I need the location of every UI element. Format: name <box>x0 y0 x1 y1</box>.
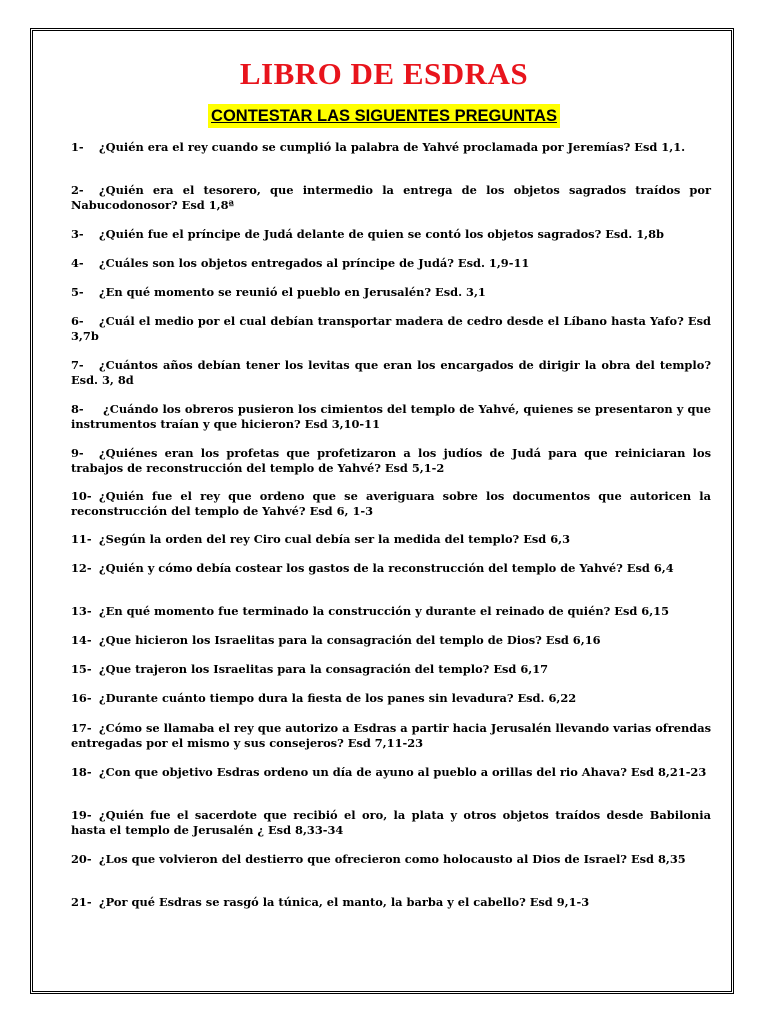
question-number: 1- <box>71 140 84 154</box>
question-text: ¿Quién era el rey cuando se cumplió la palabra de Yahvé proclamada por Jeremías? Esd 1,1. <box>99 140 686 154</box>
question-item <box>71 285 711 300</box>
question-number: 17- <box>71 721 92 735</box>
question-number: 6- <box>71 314 84 328</box>
question-item <box>71 633 711 648</box>
question-item <box>71 402 711 431</box>
document-title: LIBRO DE ESDRAS <box>239 56 529 91</box>
question-text: ¿En qué momento se reunió el pueblo en Jerusalén? Esd. 3,1 <box>99 285 486 299</box>
question-number: 9- <box>71 446 84 460</box>
subtitle-container <box>0 104 768 128</box>
question-number: 7- <box>71 358 84 372</box>
question-number: 15- <box>71 662 92 676</box>
question-item <box>71 140 711 155</box>
question-text: ¿Quién fue el príncipe de Judá delante de quien se contó los objetos sagrados? Esd. 1,8b <box>99 227 664 241</box>
question-text: ¿Quién era el tesorero, que intermedio la entrega de los objetos sagrados traídos por Nabucodonosor? Esd 1,8ª <box>71 183 711 212</box>
question-text: ¿En qué momento fue terminado la construcción y durante el reinado de quién? Esd 6,15 <box>99 604 670 618</box>
question-number: 21- <box>71 895 92 909</box>
question-item <box>71 721 711 750</box>
question-number: 2- <box>71 183 84 197</box>
question-text: ¿Que hicieron los Israelitas para la consagración del templo de Dios? Esd 6,16 <box>99 633 601 647</box>
question-text: ¿Quién fue el rey que ordeno que se averiguara sobre los documentos que autoricen la reconstrucción del templo de Yahvé? Esd 6, 1-3 <box>71 489 711 518</box>
question-item <box>71 765 711 780</box>
question-number: 10- <box>71 489 92 503</box>
question-number: 4- <box>71 256 84 270</box>
question-item <box>71 446 711 475</box>
question-item <box>71 183 711 212</box>
question-item <box>71 358 711 387</box>
question-number: 11- <box>71 532 92 546</box>
question-text: ¿Cuándo los obreros pusieron los cimientos del templo de Yahvé, quienes se presentaron y que instrumentos traían y que hicieron? Esd 3,10-11 <box>71 402 711 431</box>
question-number: 3- <box>71 227 84 241</box>
question-number: 20- <box>71 852 92 866</box>
question-number: 16- <box>71 691 92 705</box>
question-number: 13- <box>71 604 92 618</box>
question-text: ¿Quién y cómo debía costear los gastos de la reconstrucción del templo de Yahvé? Esd 6,4 <box>99 561 674 575</box>
question-number: 19- <box>71 808 92 822</box>
question-text: ¿Cuál el medio por el cual debían transportar madera de cedro desde el Líbano hasta Yafo? Esd 3,7b <box>71 314 711 343</box>
question-text: ¿Durante cuánto tiempo dura la fiesta de los panes sin levadura? Esd. 6,22 <box>99 691 577 705</box>
question-item <box>71 532 711 547</box>
question-item <box>71 227 711 242</box>
question-text: ¿Que trajeron los Israelitas para la consagración del templo? Esd 6,17 <box>99 662 549 676</box>
question-item <box>71 314 711 343</box>
question-text: ¿Por qué Esdras se rasgó la túnica, el manto, la barba y el cabello? Esd 9,1-3 <box>99 895 590 909</box>
question-number: 5- <box>71 285 84 299</box>
question-item <box>71 662 711 677</box>
question-item <box>71 604 711 619</box>
question-text: ¿Cómo se llamaba el rey que autorizo a Esdras a partir hacia Jerusalén llevando varias ofrendas entregadas por el mismo y sus consejeros? Esd 7,11-23 <box>71 721 711 750</box>
question-number: 8- <box>71 402 84 416</box>
question-text: ¿Quién fue el sacerdote que recibió el oro, la plata y otros objetos traídos desde Babilonia hasta el templo de Jerusalén ¿ Esd 8,33-34 <box>71 808 711 837</box>
question-item <box>71 561 711 576</box>
question-text: ¿Con que objetivo Esdras ordeno un día de ayuno al pueblo a orillas del rio Ahava? Esd 8,21-23 <box>99 765 707 779</box>
document-subtitle: CONTESTAR LAS SIGUENTES PREGUNTAS <box>208 104 560 128</box>
question-item <box>71 489 711 518</box>
question-text: ¿Cuántos años debían tener los levitas que eran los encargados de dirigir la obra del templo? Esd. 3, 8d <box>71 358 711 387</box>
question-text: ¿Cuáles son los objetos entregados al príncipe de Judá? Esd. 1,9-11 <box>99 256 530 270</box>
question-number: 18- <box>71 765 92 779</box>
question-number: 12- <box>71 561 92 575</box>
question-item <box>71 808 711 837</box>
question-text: ¿Quiénes eran los profetas que profetizaron a los judíos de Judá para que reiniciaran los trabajos de reconstrucción del templo de Yahvé? Esd 5,1-2 <box>71 446 711 475</box>
question-text: ¿Los que volvieron del destierro que ofrecieron como holocausto al Dios de Israel? Esd 8,35 <box>99 852 686 866</box>
question-item <box>71 852 711 867</box>
question-item <box>71 691 711 706</box>
question-text: ¿Según la orden del rey Ciro cual debía ser la medida del templo? Esd 6,3 <box>99 532 571 546</box>
question-number: 14- <box>71 633 92 647</box>
question-item <box>71 895 711 910</box>
question-item <box>71 256 711 271</box>
